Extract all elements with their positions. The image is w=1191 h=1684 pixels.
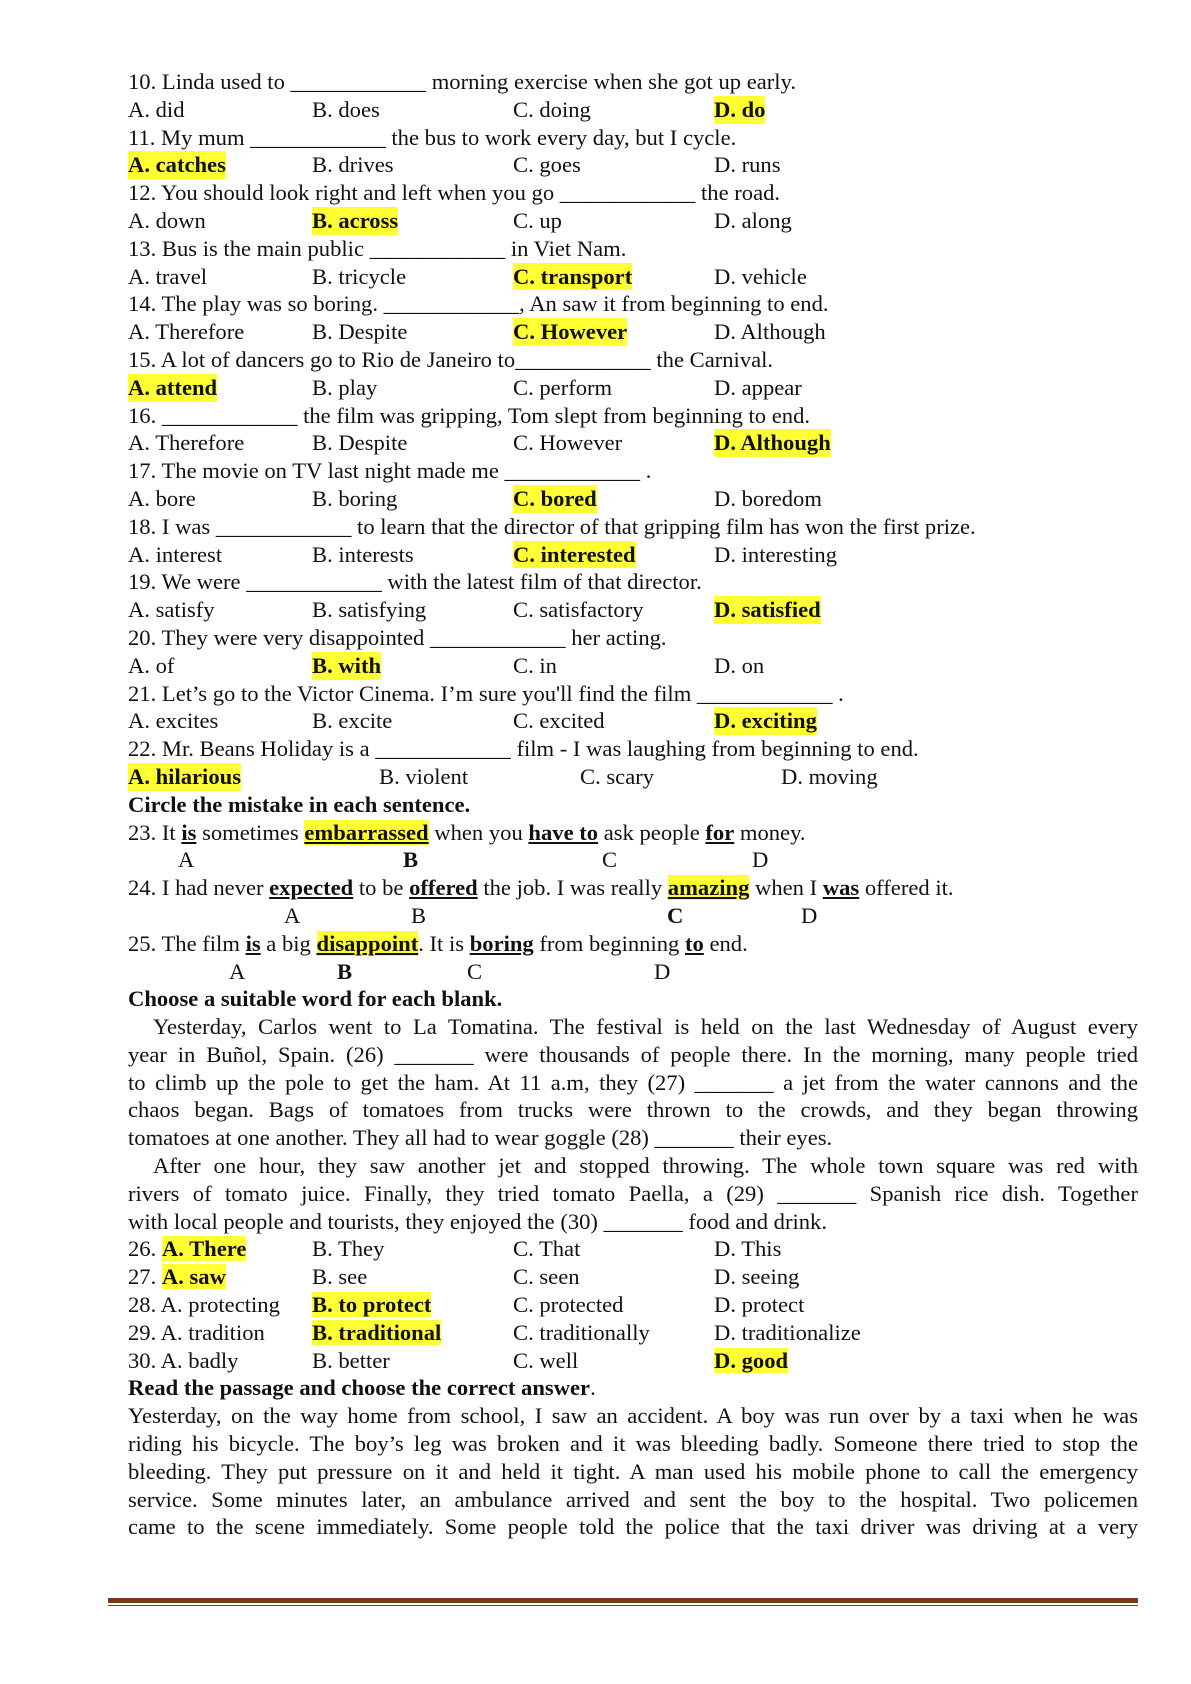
- answer-option: A. bore: [128, 485, 196, 511]
- underlined-word: offered: [409, 875, 478, 901]
- option-labels: [128, 846, 1138, 874]
- answer-option: [312, 1235, 384, 1263]
- sentence-text: sometimes: [196, 819, 305, 845]
- answer-option: B. play: [312, 374, 378, 400]
- answer-option: C. goes: [513, 152, 581, 178]
- answer-option: D. interesting: [714, 541, 837, 567]
- answer-option: [312, 1347, 390, 1375]
- reading-heading: [128, 1374, 1138, 1402]
- answer-option: B. does: [312, 96, 380, 122]
- sentence-text: the job. I was really: [477, 875, 668, 901]
- question-stem: 17. The movie on TV last night made me ____________ .: [128, 458, 652, 484]
- option-label: A: [178, 847, 195, 873]
- answer-option: C. However: [513, 430, 623, 456]
- question-stem: 12. You should look right and left when you go ____________ the road.: [128, 180, 781, 206]
- option-text: D. protect: [714, 1292, 805, 1318]
- answer-option-correct: C. bored: [513, 485, 597, 511]
- answer-option: [128, 1319, 265, 1347]
- answer-option: A. down: [128, 207, 206, 233]
- footer-rule: [108, 1598, 1138, 1606]
- answer-row: [128, 318, 1138, 346]
- passage-line: rivers of tomato juice. Finally, they tried tomato Paella, a (29) _______ Spanish rice dish. Together: [128, 1180, 1138, 1206]
- question-stem: 15. A lot of dancers go to Rio de Janeiro to____________ the Carnival.: [128, 346, 774, 372]
- sentence-text: ask people: [598, 819, 706, 845]
- sentence-text: when I: [749, 875, 823, 901]
- cloze-answer-row: [128, 1235, 1138, 1263]
- answer-option: B. violent: [379, 763, 469, 789]
- option-label: A: [229, 958, 246, 984]
- underlined-word: expected: [269, 875, 354, 901]
- option-text: A. tradition: [160, 1319, 265, 1345]
- option-label: B: [411, 902, 427, 928]
- reading-heading-text: Read the passage and choose the correct answer: [128, 1375, 591, 1401]
- answer-option: D. on: [714, 652, 765, 678]
- answer-option-correct: A. hilarious: [128, 763, 241, 789]
- answer-option: [714, 1291, 804, 1319]
- option-text: C. protected: [513, 1292, 624, 1318]
- multiple-choice-section: [128, 68, 1138, 791]
- answer-option-correct: [312, 1291, 431, 1319]
- answer-option: [714, 1319, 861, 1347]
- answer-option: B. Despite: [312, 430, 408, 456]
- passage-line: tomatoes at one another. They all had to wear goggle (28) _______ their eyes.: [128, 1125, 833, 1151]
- sentence-text: offered it.: [859, 875, 954, 901]
- passage-line: to climb up the pole to get the ham. At 11 a.m, they (27) _______ a jet from the water cannons and the: [128, 1069, 1138, 1095]
- answer-option: A. satisfy: [128, 597, 215, 623]
- option-label: D: [801, 902, 818, 928]
- answer-row: [128, 541, 1138, 569]
- document-page: [128, 68, 1138, 1541]
- option-text: A. There: [161, 1236, 247, 1262]
- answer-option: D. moving: [781, 763, 878, 789]
- underlined-word: is: [245, 930, 261, 956]
- answer-option: C. in: [513, 652, 557, 678]
- option-label: B: [337, 958, 353, 984]
- question-stem: 10. Linda used to ____________ morning exercise when she got up early.: [128, 69, 797, 94]
- answer-option-correct: C. interested: [513, 541, 636, 567]
- reading-passage: [128, 1402, 1138, 1541]
- option-label: C: [602, 847, 618, 873]
- option-text: B. traditional: [312, 1319, 442, 1345]
- question-number: 27.: [128, 1264, 162, 1290]
- option-text: B. better: [312, 1347, 390, 1373]
- sentence-text: 25. The film: [128, 930, 246, 956]
- option-label: C: [467, 958, 483, 984]
- answer-option: A. interest: [128, 541, 223, 567]
- sentence-text: end.: [703, 930, 748, 956]
- answer-option: B. satisfying: [312, 597, 427, 623]
- underlined-word-highlighted: disappoint: [316, 930, 419, 956]
- passage-line: came to the scene immediately. Some people told the police that the taxi driver was driving at a very: [128, 1514, 1138, 1540]
- question-number: 29.: [128, 1319, 161, 1345]
- answer-option: B. tricycle: [312, 263, 407, 289]
- question-number: 30.: [128, 1347, 161, 1373]
- answer-option: A. Therefore: [128, 430, 245, 456]
- answer-option-correct: D. satisfied: [714, 597, 821, 623]
- answer-option: D. runs: [714, 152, 781, 178]
- option-text: D. good: [714, 1347, 789, 1373]
- answer-option: A. did: [128, 96, 185, 122]
- answer-option-correct: B. with: [312, 652, 382, 678]
- mistake-sentence: [128, 930, 1138, 958]
- answer-option: C. up: [513, 207, 562, 233]
- answer-option-correct: A. catches: [128, 152, 226, 178]
- mistake-heading: Circle the mistake in each sentence.: [128, 791, 471, 817]
- answer-option: D. along: [714, 207, 792, 233]
- answer-option: [312, 1263, 367, 1291]
- question-stem: 13. Bus is the main public ____________ in Viet Nam.: [128, 235, 627, 261]
- answer-option: B. boring: [312, 485, 398, 511]
- option-text: A. protecting: [160, 1292, 280, 1318]
- answer-option: A. travel: [128, 263, 208, 289]
- answer-option: [513, 1291, 623, 1319]
- answer-row: [128, 151, 1138, 179]
- sentence-text: from beginning: [533, 930, 685, 956]
- answer-row: [128, 763, 1138, 791]
- question-stem: 22. Mr. Beans Holiday is a ____________ film - I was laughing from beginning to end.: [128, 736, 919, 762]
- answer-option-correct: [128, 1263, 226, 1291]
- answer-option-correct: D. Although: [714, 430, 831, 456]
- answer-option: D. Although: [714, 319, 826, 345]
- mistake-section: [128, 819, 1138, 986]
- answer-option-correct: D. exciting: [714, 708, 817, 734]
- option-text: B. see: [312, 1264, 368, 1290]
- answer-option: C. doing: [513, 96, 591, 122]
- reading-heading-suffix: .: [590, 1375, 596, 1401]
- option-text: B. They: [312, 1236, 385, 1262]
- answer-option: B. Despite: [312, 319, 408, 345]
- answer-option-correct: C. However: [513, 319, 628, 345]
- passage-line: with local people and tourists, they enjoyed the (30) _______ food and drink.: [128, 1208, 828, 1234]
- mistake-sentence: [128, 874, 1138, 902]
- sentence-text: a big: [260, 930, 317, 956]
- sentence-text: 23. It: [128, 819, 182, 845]
- cloze-answer-row: [128, 1347, 1138, 1375]
- answer-option: [513, 1319, 650, 1347]
- answer-option: B. interests: [312, 541, 414, 567]
- cloze-answer-row: [128, 1263, 1138, 1291]
- answer-option: A. excites: [128, 708, 219, 734]
- option-label: C: [667, 902, 684, 928]
- cloze-questions: [128, 1235, 1138, 1374]
- sentence-text: when you: [428, 819, 529, 845]
- answer-row: [128, 374, 1138, 402]
- answer-option: A. of: [128, 652, 175, 678]
- answer-option: B. drives: [312, 152, 394, 178]
- question-stem: 11. My mum ____________ the bus to work every day, but I cycle.: [128, 124, 737, 150]
- answer-row: [128, 207, 1138, 235]
- question-stem: 20. They were very disappointed ____________ her acting.: [128, 624, 667, 650]
- answer-option-correct: D. do: [714, 96, 766, 122]
- question-number: 26.: [128, 1236, 162, 1262]
- option-text: C. That: [513, 1236, 581, 1262]
- passage-line: bleeding. They put pressure on it and held it tight. A man used his mobile phone to call the emergency: [128, 1458, 1138, 1484]
- mistake-sentence: [128, 819, 1138, 847]
- question-number: 28.: [128, 1292, 161, 1318]
- question-stem: 16. ____________ the film was gripping, Tom slept from beginning to end.: [128, 402, 811, 428]
- option-label: D: [654, 958, 671, 984]
- option-text: C. well: [513, 1347, 579, 1373]
- answer-option: C. perform: [513, 374, 613, 400]
- answer-option: C. excited: [513, 708, 605, 734]
- passage-line: Yesterday, Carlos went to La Tomatina. The festival is held on the last Wednesday of August every: [153, 1014, 1138, 1040]
- underlined-word: is: [181, 819, 197, 845]
- passage-line: service. Some minutes later, an ambulance arrived and sent the boy to the hospital. Two policemen: [128, 1486, 1138, 1512]
- answer-option-correct: C. transport: [513, 263, 633, 289]
- answer-row: [128, 96, 1138, 124]
- sentence-text: money.: [734, 819, 806, 845]
- answer-row: [128, 652, 1138, 680]
- answer-row: [128, 707, 1138, 735]
- answer-row: [128, 429, 1138, 457]
- passage-line: chaos began. Bags of tomatoes from trucks were thrown to the crowds, and they began throwing: [128, 1097, 1138, 1123]
- passage-line: riding his bicycle. The boy’s leg was broken and it was bleeding badly. Someone there tried to stop the: [128, 1431, 1138, 1457]
- answer-option: D. boredom: [714, 485, 822, 511]
- answer-option: C. scary: [580, 763, 655, 789]
- answer-option: [714, 1235, 781, 1263]
- answer-option-correct: [128, 1235, 246, 1263]
- underlined-word: to: [684, 930, 704, 956]
- cloze-answer-row: [128, 1291, 1138, 1319]
- passage-line: year in Buñol, Spain. (26) _______ were thousands of people there. In the morning, many people tried: [128, 1041, 1138, 1067]
- answer-option-correct: [312, 1319, 441, 1347]
- underlined-word-highlighted: embarrassed: [304, 819, 429, 845]
- question-stem: 14. The play was so boring. ____________, An saw it from beginning to end.: [128, 291, 829, 317]
- sentence-text: to be: [353, 875, 410, 901]
- option-text: A. saw: [161, 1264, 226, 1290]
- option-text: D. seeing: [714, 1264, 800, 1290]
- answer-option-correct: [714, 1347, 788, 1375]
- option-text: C. seen: [513, 1264, 580, 1290]
- question-stem: 19. We were ____________ with the latest film of that director.: [128, 569, 702, 595]
- answer-option: [513, 1347, 578, 1375]
- answer-option: C. satisfactory: [513, 597, 644, 623]
- underlined-word: for: [705, 819, 735, 845]
- option-label: A: [284, 902, 301, 928]
- answer-option: D. vehicle: [714, 263, 807, 289]
- option-text: D. This: [714, 1236, 782, 1262]
- option-text: C. traditionally: [513, 1319, 650, 1345]
- answer-option-correct: B. across: [312, 207, 399, 233]
- option-text: D. traditionalize: [714, 1319, 861, 1345]
- sentence-text: 24. I had never: [128, 875, 270, 901]
- option-labels: [128, 958, 1138, 986]
- option-labels: [128, 902, 1138, 930]
- option-text: B. to protect: [312, 1292, 432, 1318]
- answer-option: [513, 1235, 580, 1263]
- underlined-word: was: [822, 875, 860, 901]
- passage-line: Yesterday, on the way home from school, I saw an accident. A boy was run over by a taxi when he was: [128, 1403, 1138, 1429]
- option-text: A. badly: [160, 1347, 239, 1373]
- answer-row: [128, 485, 1138, 513]
- underlined-word-highlighted: amazing: [667, 875, 750, 901]
- answer-option: [128, 1347, 238, 1375]
- cloze-passage: [128, 1013, 1138, 1235]
- underlined-word: boring: [469, 930, 534, 956]
- cloze-heading: Choose a suitable word for each blank.: [128, 986, 503, 1012]
- answer-option: [513, 1263, 580, 1291]
- answer-option-correct: A. attend: [128, 374, 218, 400]
- answer-row: [128, 263, 1138, 291]
- option-label: B: [403, 847, 419, 873]
- question-stem: 21. Let’s go to the Victor Cinema. I’m sure you'll find the film ____________ .: [128, 680, 844, 706]
- answer-option: [714, 1263, 799, 1291]
- passage-line: After one hour, they saw another jet and stopped throwing. The whole town square was red with: [153, 1153, 1138, 1179]
- answer-option: D. appear: [714, 374, 802, 400]
- option-label: D: [752, 847, 769, 873]
- underlined-word: have to: [528, 819, 599, 845]
- answer-option: B. excite: [312, 708, 393, 734]
- cloze-answer-row: [128, 1319, 1138, 1347]
- answer-option: [128, 1291, 280, 1319]
- answer-option: A. Therefore: [128, 319, 245, 345]
- sentence-text: . It is: [418, 930, 470, 956]
- answer-row: [128, 596, 1138, 624]
- question-stem: 18. I was ____________ to learn that the director of that gripping film has won the first prize.: [128, 513, 976, 539]
